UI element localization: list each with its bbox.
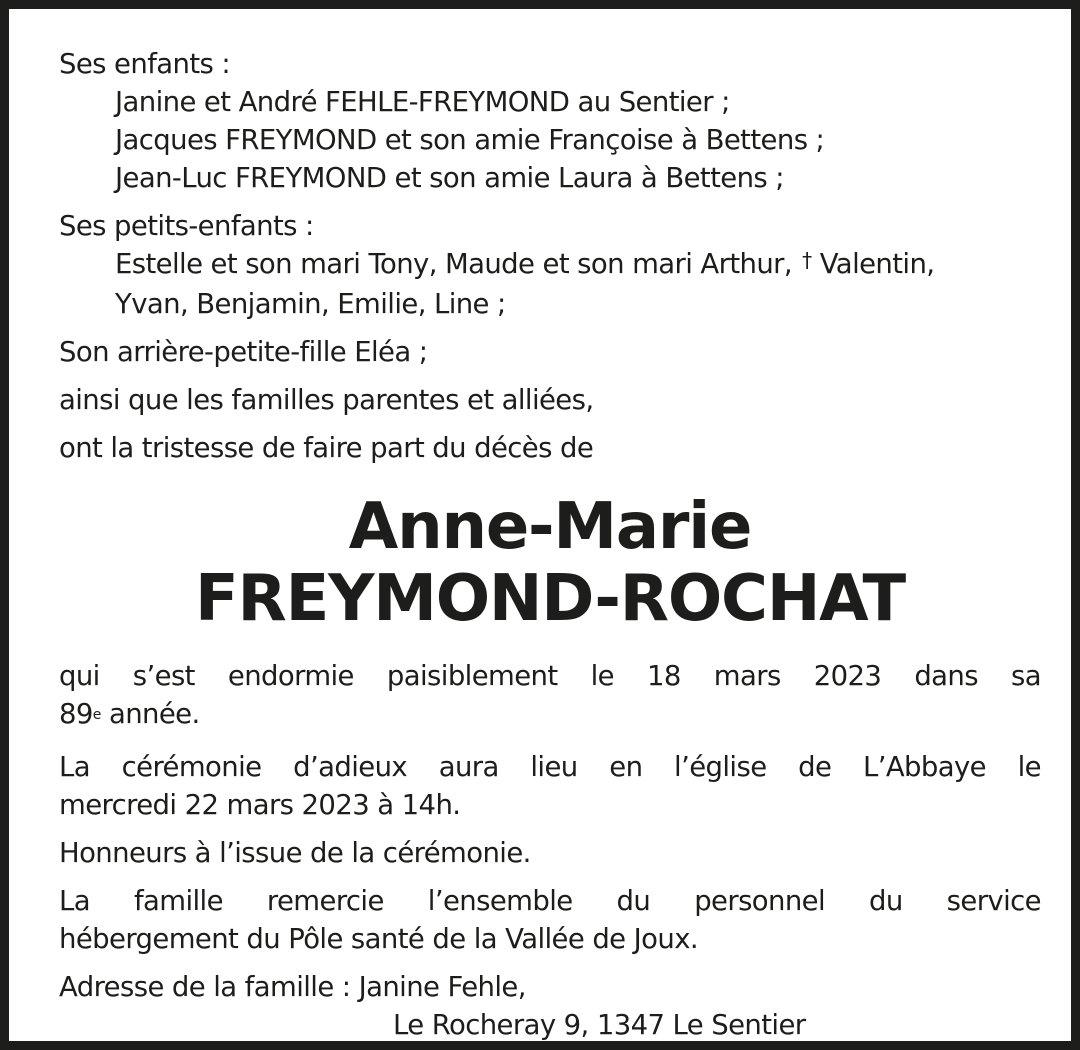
child-line: Janine et André FEHLE-FREYMOND au Sentier ;	[115, 86, 730, 118]
ceremony-paragraph	[59, 748, 1041, 824]
child-line: Jacques FREYMOND et son amie Françoise à Bettens ;	[115, 124, 825, 156]
age-number: 89	[59, 698, 93, 730]
thanks-line: La famille remercie l’ensemble du personnel du service	[59, 885, 1041, 917]
thanks-paragraph	[59, 882, 1041, 958]
address-block	[59, 968, 1041, 1044]
grandchildren-line	[59, 245, 1041, 285]
ceremony-date-line: mercredi 22 mars 2023 à 14h.	[59, 789, 461, 821]
grandchildren-line-start: Estelle et son mari Tony, Maude et son mari Arthur,	[115, 248, 793, 280]
grandchildren-heading: Ses petits-enfants :	[59, 210, 314, 242]
deceased-first-name: Anne-Marie	[348, 490, 752, 564]
death-line: qui s’est endormie paisiblement le 18 mars 2023 dans sa	[59, 660, 1041, 692]
ceremony-line: La cérémonie d’adieux aura lieu en l’église de L’Abbaye le	[59, 751, 1041, 783]
dagger-icon: †	[802, 248, 812, 272]
grandchildren-line-end: Valentin,	[819, 248, 935, 280]
families-line: ainsi que les familles parentes et alliées,	[59, 384, 594, 416]
age-line	[59, 695, 1041, 738]
deceased-last-name: FREYMOND-ROCHAT	[194, 562, 906, 636]
honors-line: Honneurs à l’issue de la cérémonie.	[59, 837, 531, 869]
address-street: Le Rocheray 9, 1347 Le Sentier	[393, 1009, 806, 1041]
notice-body	[59, 45, 1041, 1044]
great-grandchild-line: Son arrière-petite-fille Eléa ;	[59, 336, 428, 368]
age-rest: année.	[100, 698, 200, 730]
children-heading: Ses enfants :	[59, 48, 231, 80]
grandchildren-line: Yvan, Benjamin, Emilie, Line ;	[115, 288, 506, 320]
death-paragraph	[59, 657, 1041, 738]
deceased-name	[59, 491, 1041, 635]
age-suffix: e	[92, 707, 101, 723]
announcement-line: ont la tristesse de faire part du décès de	[59, 432, 594, 464]
child-line: Jean-Luc FREYMOND et son amie Laura à Bettens ;	[115, 162, 784, 194]
address-label: Adresse de la famille : Janine Fehle,	[59, 971, 526, 1003]
thanks-line-end: hébergement du Pôle santé de la Vallée de Joux.	[59, 923, 699, 955]
